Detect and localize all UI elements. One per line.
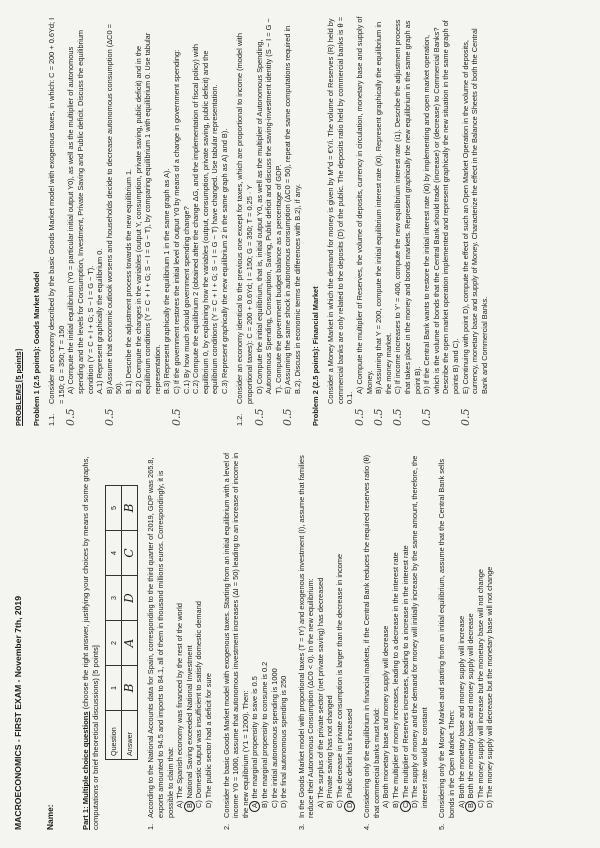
option-text: B) Both the monetary base and money supply will decrease (466, 613, 476, 808)
option: D) The supply of money and the demand for money will initially increase by the same amount, therefore, the interest rate would be constant (410, 455, 429, 808)
option: B) the marginal propensity to consume is 0.2 (259, 661, 269, 808)
option-text: B) National Saving exceeded National Investment (184, 645, 194, 808)
problem1-title: Problem 1 (2.5 points): Goods Market Model (31, 271, 41, 426)
handwritten-score: 0.5 (252, 408, 266, 426)
option: C) The money supply will increase but the monetary base will not change (475, 569, 485, 808)
question-3 (297, 448, 355, 830)
question-text: Consider the basic Goods Market model with exogenous taxes. Starting from an initial equilibrium with a level of income Y0 = 1000, assume that autonomous investment increases (ΔI = 50) leading to an increase of income in the new equilibrium (Y1 = 1200). Then: (221, 452, 250, 818)
sub-text: C.2) Compute the equilibrium 2 (obtained after the change ΔG, and the implementation of fiscal policy) with equilibrium 0, by explaining how the variables (output, consumption, private saving, public deficit) and the equilibrium conditions (Y = C + I + G; S − I = G − T) have changed. Use tabular representation. (191, 43, 220, 394)
part1-title-bold: Part 1: Multiple choice questions (81, 711, 91, 830)
option-selected (466, 448, 476, 818)
handwritten-answer: C (122, 531, 138, 576)
table-header-cell: 1 (106, 666, 122, 711)
handwritten-score: 0.5 (420, 408, 434, 426)
sub-question (420, 16, 460, 426)
sub-question (353, 16, 374, 426)
selection-circle (344, 801, 355, 812)
sub-question (64, 16, 95, 426)
question-4 (362, 448, 429, 830)
sub-text: A) Compute the multiplier of Reserves, the volume of deposits, currency in circulation, monetary base and supply of Money. (355, 16, 374, 394)
problem-2 (326, 16, 489, 426)
handwritten-score: 0.5 (372, 408, 386, 426)
problem2-title: Problem 2 (2.5 points): Financial Market (310, 286, 320, 426)
sub-text: A.1) Represent graphically the equilibrium 0. (95, 248, 105, 394)
question-text: Considering only the equilibrium in financial markets, if the Central Bank reduces the required reserves ratio (θ) that commercial banks must hold: (362, 454, 381, 818)
option-selected (345, 448, 355, 818)
sub-question (372, 16, 393, 426)
problem2-intro: Consider a Money Market in which the demand for money is given by M^d = €Y/i. The volume of Reserves (R) held by commercial banks are only related to the deposits (D) of the public. The deposits ratio held by commercial banks is θ = 0.1. (326, 16, 355, 404)
sub-text: C.3) Represent graphically the new equilibrium 2 in the same graph as A) and B). (219, 128, 229, 394)
handwritten-score: 0.5 (64, 408, 78, 426)
handwritten-score: 0.5 (281, 408, 295, 426)
sub-question (182, 16, 192, 404)
sub-text: D) If the Central Bank wants to restore the initial interest rate (i0) by implementing and open market operation, which is the volume of bonds that the Central Bank should trade (increase) or (decrease) to Commercial Banks? Describe the open market operation implemented and represent graphically the new situation in the same graph of points B) and C). (422, 20, 460, 394)
sub-text: B.2) Compute the changes in the variables (output Y, consumption, private saving, public deficit) and in the equilibrium conditions (Y = C + I + G; S − I = G − T), by comparing equilibrium 1 with equilibrium 0. Use tabular representation. (133, 32, 162, 394)
handwritten-score: 0.5 (458, 408, 472, 426)
handwritten-answer: B (122, 486, 138, 531)
sub-question (191, 16, 220, 404)
sub-question (169, 16, 183, 426)
problem-1-1 (47, 16, 229, 426)
question-5 (437, 448, 495, 830)
option: B) Private saving has not changed (325, 695, 335, 808)
left-column (0, 448, 600, 830)
option: D) The public sector had a deficit for sure (203, 672, 213, 808)
sub-text: C) If the government restores the initial level of output Y0 by means of a change in government spending: (171, 49, 181, 394)
question-number: 4. (362, 823, 372, 830)
handwritten-score: 0.5 (169, 408, 183, 426)
problem-number: 1.1. (47, 413, 57, 426)
option: B) The multiplier of money increases, leading to a decrease in the interest rate (391, 552, 401, 808)
sub-question (281, 16, 303, 426)
option: A) The surplus of the private sector (net private saving) has decreased (315, 577, 325, 808)
question-number: 5. (437, 823, 447, 830)
option: C) Domestic output was insufficient to satisfy domestic demand (194, 601, 204, 808)
option: C) the initial autonomous spending is 1000 (269, 668, 279, 808)
problems-title (14, 16, 24, 426)
sub-text: B) Assume that economic outlook worsens and households decide to decrease autonomous consumption (ΔC0 = 50). (104, 24, 124, 394)
sub-text: A) Compute the initial equilibrium (Y0 = particular initial output Y0), as well as the multiplier of autonomous spending and the levels for Consumption, Investment, Private Saving and Public deficit. Discuss the equilibrium condition (Y = C + I + G; S − I = G − T). (66, 30, 95, 394)
problem-text: Consider an economy identical to the previous one except for taxes, which are proportional to income (model with proportional taxes): C = 200 + 0.6Yd; I = 150; G = 350; T = 0.25 · Y (235, 33, 255, 404)
sub-text: B) Assuming that Y = 200, compute the initial equilibrium interest rate (i0). Represent graphically the equilibrium in the money market. (374, 21, 393, 394)
handwritten-answer: B (122, 666, 138, 711)
option: A) Both the monetary base and money supply will increase (456, 615, 466, 808)
option-selected (250, 448, 260, 818)
question-number: 1. (146, 823, 156, 830)
option: C) The decrease in private consumption is larger than the decrease in income (335, 553, 345, 808)
option-text: C) The multiplier of Reserves increases, leading to a increase in the interest rate (400, 545, 410, 808)
table-header-cell: 2 (106, 621, 122, 666)
option: A) Both monetary base and money supply will decrease (381, 625, 391, 808)
question-1 (146, 448, 213, 830)
sub-question (134, 16, 163, 404)
name-label: Name: (44, 804, 55, 830)
sub-text: C) If income increases to Y' = 400, compute the new equilibrium interest rate (i1). Describe the adjustment process that takes place in the money and bonds markets. Represent graphically the new equilibrium in the same graph as point B). (393, 19, 422, 394)
sub-question (124, 16, 134, 404)
sub-question (220, 16, 230, 404)
question-text: According to the National Accounts data for Spain, corresponding to the third quarter of 2019, GDP was 265.8, exports amounted to 94.5 and imports to 84.1, all of them in thousand millions euros. Correspondingly, it is possible to claim that: (146, 457, 175, 818)
problems-title-text: PROBLEMS [5 points] (14, 348, 23, 426)
sub-question (102, 16, 124, 426)
sub-question (162, 16, 172, 404)
option: D) the final autonomous spending is 250 (279, 675, 289, 808)
table-header-cell: 4 (106, 531, 122, 576)
sub-text: E) Continuing with point D), compute the effect of such an Open Market Operation in the volume of deposits, currency, monetary base and supply of Money. Characterize the effect in the Balance Sheets of both the Central Bank and Commercial Banks. (460, 28, 489, 394)
question-text: Considering only the Money Market and starting from an initial equilibrium, assume that the Central Bank sells bonds in the Open Market. Then: (437, 458, 456, 818)
selection-circle (400, 801, 411, 812)
table-header-cell: 5 (106, 486, 122, 531)
table-header-cell: Question (106, 711, 122, 760)
problem-text: Consider an economy described by the basic Goods Market model with exogenous taxes, in which: C = 200 + 0.6Yd; I = 150; G = 350; T = 150 (47, 17, 66, 404)
selection-circle (184, 801, 195, 812)
answer-table-row (122, 486, 138, 760)
part1-title-rest: (choose the right answer, justifying your choices by means of some graphs, computations or brief theoretical discussions) [5 points] (81, 456, 100, 830)
selection-circle (465, 801, 476, 812)
answer-label: Answer (122, 711, 138, 760)
option: A) The Spanish economy was financed by the rest of the world (175, 603, 185, 808)
sub-text: B.1) Describe the adjustment process towards the new equilibrium 1. (123, 168, 133, 394)
option-selected (185, 448, 195, 818)
question-2 (222, 448, 289, 830)
question-text: In the Goods Market model with proportional taxes (T = tY) and exogenous investment (I), assume that families reduce their Autonomous Consumption (ΔC0 < 0). In the new equilibrium: (296, 455, 316, 818)
handwritten-score: 0.5 (391, 408, 405, 426)
sub-question (391, 16, 422, 426)
question-number: 3. (296, 823, 306, 830)
option-text: D) Public deficit has increased (344, 708, 354, 808)
answer-table-header (106, 486, 122, 760)
sub-text: C.1) By how much should government spending change? (181, 206, 191, 394)
selection-circle (249, 801, 260, 812)
handwritten-score: 0.5 (353, 408, 366, 426)
sub-text: D) Compute the initial equilibrium, that is, initial output Y0, as well as the multiplier of Autonomous Spending, Autonomous Spending, Consumption, Saving, Public deficit and discuss the saving-investment identity (S − I = G − T). Compute the government budget balance as a percentage of GDP. (254, 18, 283, 394)
answer-table (105, 485, 138, 760)
question-number: 2. (221, 823, 231, 830)
option-selected (401, 448, 411, 818)
sub-question (95, 16, 105, 404)
right-column (0, 16, 600, 426)
sub-text: E) Assuming the same shock in autonomous consumption (ΔC0 = 50), repeat the same computations required in B.2). Discuss in economic terms the differences with B.2), if any. (283, 25, 303, 394)
option-text: A) the marginal propensity to save is 0.5 (250, 676, 260, 808)
sub-question (252, 16, 284, 426)
option: D) The money supply will decrease but the monetary base will not change (485, 566, 495, 808)
sub-text: B.3) Represent graphically the equilibrium 1 in the same graph as A). (162, 168, 172, 394)
table-header-cell: 3 (106, 576, 122, 621)
exam-title: MACROECONOMICS - FIRST EXAM - November 7th, 2019 (13, 596, 23, 830)
sub-question (458, 16, 490, 426)
handwritten-answer: D (122, 576, 138, 621)
part1-title (81, 448, 100, 830)
problem-number: 1.2. (235, 413, 245, 426)
handwritten-score: 0.5 (102, 408, 116, 426)
handwritten-answer: A (122, 621, 138, 666)
problem-1-2 (235, 16, 302, 426)
